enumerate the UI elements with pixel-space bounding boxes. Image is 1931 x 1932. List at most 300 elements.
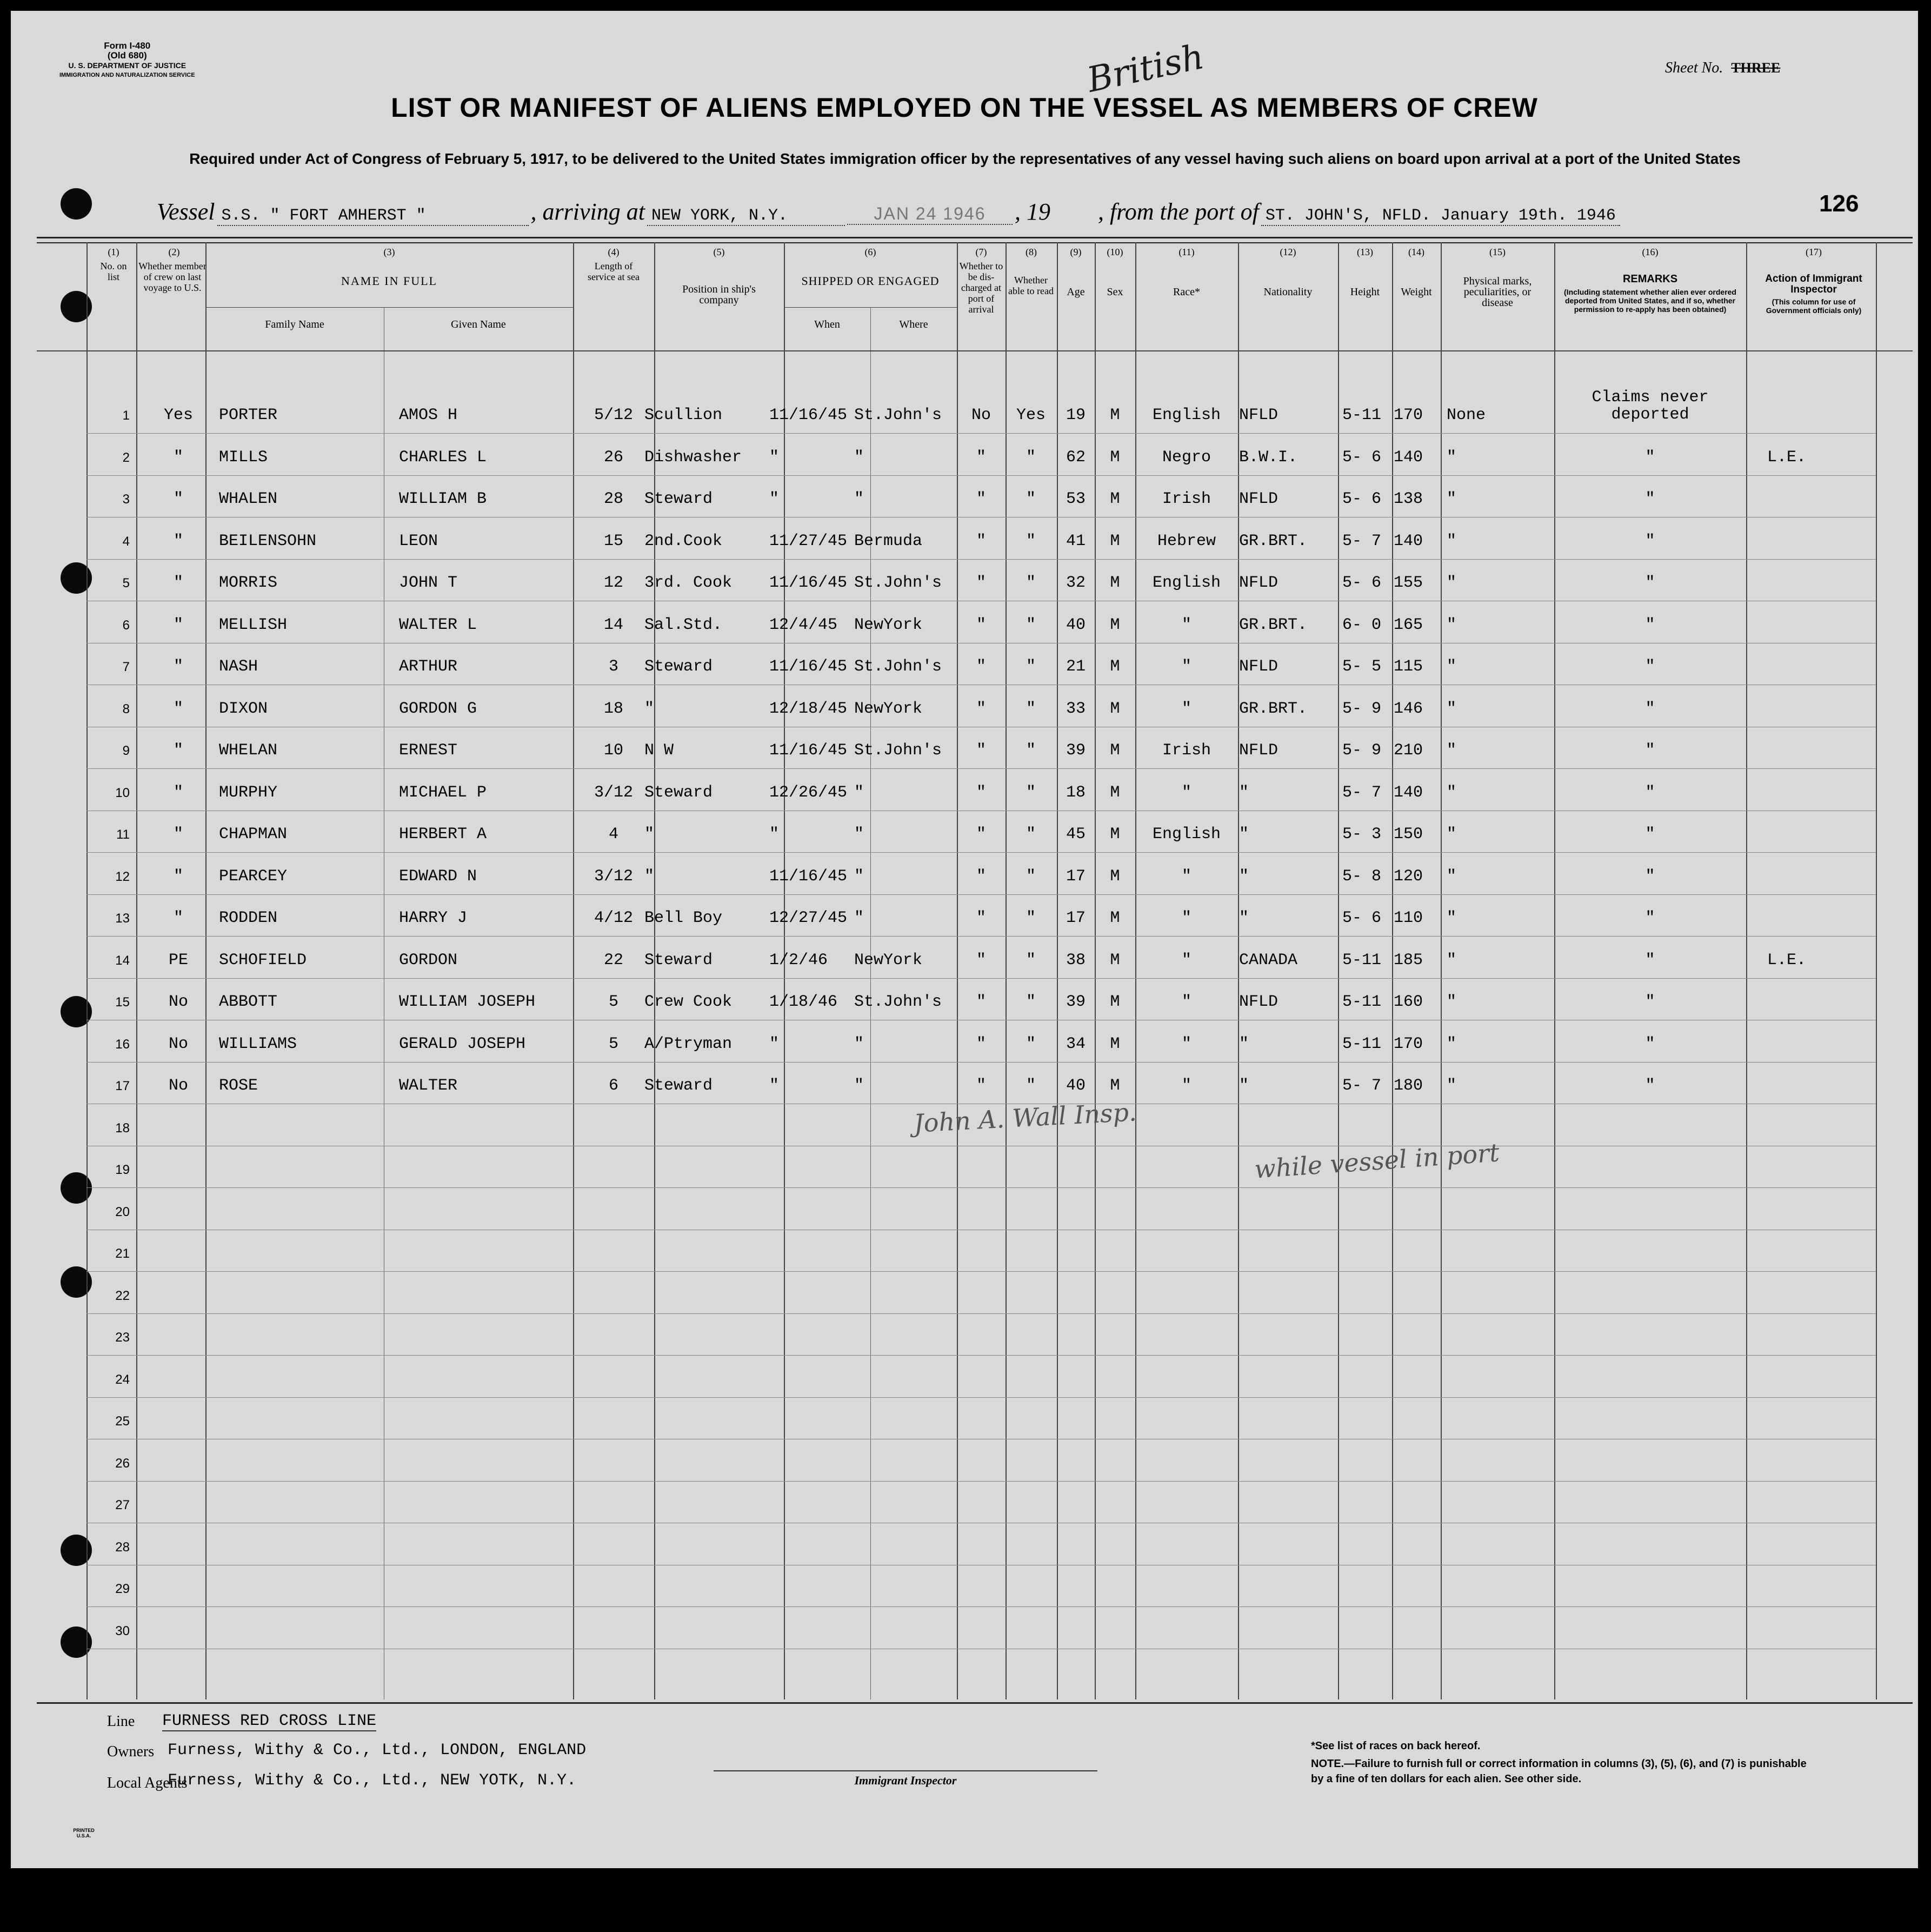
cell-family: PEARCEY	[219, 867, 288, 886]
cell-where: "	[854, 448, 864, 467]
cell-position: Steward	[644, 658, 713, 676]
col-4-number: (4)	[608, 247, 620, 257]
cell-nationality: "	[1239, 1077, 1249, 1095]
row-rule	[86, 1397, 1876, 1398]
cell-marks: "	[1447, 825, 1457, 844]
cell-position: N W	[644, 741, 674, 760]
sheet-number-value: THREE	[1731, 60, 1781, 76]
cell-discharge: "	[976, 783, 986, 802]
form-title: LIST OR MANIFEST OF ALIENS EMPLOYED ON THE VESSEL AS MEMBERS OF CREW	[391, 92, 1538, 123]
cell-race: "	[1181, 783, 1191, 802]
cell-read: "	[1026, 783, 1036, 802]
cell-family: ROSE	[219, 1077, 258, 1095]
cell-service: 15	[603, 532, 623, 550]
col-11-number: (11)	[1178, 247, 1195, 257]
cell-sex: M	[1110, 825, 1120, 844]
cell-marks: "	[1447, 490, 1457, 508]
cell-when: "	[769, 1077, 780, 1095]
shipped-when-heading: When	[814, 318, 840, 330]
row-number: 27	[115, 1498, 130, 1512]
cell-service: 28	[603, 490, 623, 508]
row-number: 29	[115, 1582, 130, 1596]
owners-value: Furness, Withy & Co., Ltd., LONDON, ENGLAND	[168, 1741, 587, 1760]
row-number: 18	[115, 1120, 130, 1136]
cell-weight: 146	[1394, 699, 1423, 718]
form-identifier	[59, 41, 195, 80]
cell-family: WILLIAMS	[219, 1034, 297, 1053]
cell-where: "	[854, 1077, 864, 1095]
cell-service: 14	[603, 615, 623, 634]
cell-family: CHAPMAN	[219, 825, 288, 844]
cell-family: PORTER	[219, 406, 278, 424]
cell-race: "	[1181, 909, 1191, 927]
given-name-heading: Given Name	[451, 318, 506, 330]
cell-weight: 170	[1394, 1034, 1423, 1053]
row-number: 4	[122, 534, 130, 549]
cell-discharge: "	[976, 574, 986, 592]
cell-when: "	[769, 825, 780, 844]
cell-marks: "	[1447, 741, 1457, 760]
cell-family: BEILENSOHN	[219, 532, 317, 550]
cell-service: 5	[608, 993, 618, 1011]
cell-position: Bell Boy	[644, 909, 723, 927]
cell-given: WILLIAM B	[399, 490, 487, 508]
cell-when: "	[769, 490, 780, 508]
cell-height: 5- 6	[1342, 448, 1382, 467]
cell-read: "	[1026, 909, 1036, 927]
cell-remarks: "	[1645, 658, 1655, 676]
cell-discharge: "	[976, 909, 986, 927]
col-16-heading: REMARKS	[1622, 273, 1678, 285]
cell-remarks: "	[1645, 490, 1655, 508]
header-bottom-rule	[37, 350, 1913, 351]
row-number: 6	[122, 618, 130, 633]
cell-where: NewYork	[854, 951, 923, 970]
cell-sex: M	[1110, 406, 1120, 424]
handwritten-british: British	[1083, 37, 1208, 101]
cell-marks: "	[1447, 951, 1457, 970]
cell-where: St.John's	[854, 406, 942, 424]
col-9-number: (9)	[1070, 247, 1082, 257]
cell-remarks: "	[1645, 909, 1655, 927]
cell-action: L.E.	[1767, 448, 1806, 467]
cell-age: 32	[1066, 574, 1086, 592]
cell-sex: M	[1110, 532, 1120, 550]
row-number: 2	[122, 450, 130, 465]
cell-marks: "	[1447, 615, 1457, 634]
cell-when: 11/16/45	[769, 574, 848, 592]
cell-age: 40	[1066, 615, 1086, 634]
cell-height: 5- 9	[1342, 699, 1382, 718]
cell-marks: None	[1447, 406, 1486, 424]
line-label: Line	[107, 1713, 135, 1730]
cell-when: 11/27/45	[769, 532, 848, 550]
cell-where: "	[854, 867, 864, 886]
cell-nationality: GR.BRT.	[1239, 615, 1308, 634]
cell-remarks: "	[1645, 1034, 1655, 1053]
col-9-heading: Age	[1067, 286, 1085, 298]
cell-read: "	[1026, 448, 1036, 467]
row-number: 28	[115, 1539, 130, 1555]
cell-prev: "	[173, 867, 183, 886]
cell-sex: M	[1110, 1034, 1120, 1053]
col-13-number: (13)	[1357, 247, 1373, 257]
cell-discharge: "	[976, 993, 986, 1011]
cell-given: AMOS H	[399, 406, 458, 424]
cell-family: SCHOFIELD	[219, 951, 307, 970]
cell-weight: 150	[1394, 825, 1423, 844]
cell-where: St.John's	[854, 658, 942, 676]
cell-race: "	[1181, 615, 1191, 634]
cell-weight: 210	[1394, 741, 1423, 760]
row-number: 10	[115, 785, 130, 800]
cell-weight: 155	[1394, 574, 1423, 592]
arrival-date	[847, 204, 1013, 225]
cell-service: 26	[603, 448, 623, 467]
cell-position: "	[644, 867, 655, 886]
cell-marks: "	[1447, 1077, 1457, 1095]
cell-nationality: NFLD	[1239, 741, 1279, 760]
cell-position: 2nd.Cook	[644, 532, 723, 550]
cell-weight: 140	[1394, 783, 1423, 802]
row-number: 16	[115, 1037, 130, 1052]
cell-race: "	[1181, 658, 1191, 676]
cell-nationality: GR.BRT.	[1239, 699, 1308, 718]
cell-prev: PE	[168, 951, 188, 970]
cell-race: Hebrew	[1157, 532, 1216, 550]
cell-age: 19	[1066, 406, 1086, 424]
row-number: 19	[115, 1163, 130, 1177]
cell-read: "	[1026, 574, 1036, 592]
cell-sex: M	[1110, 699, 1120, 718]
row-rule	[86, 1062, 1876, 1063]
col-12-number: (12)	[1280, 247, 1296, 257]
row-number: 30	[115, 1623, 130, 1638]
form-number: Form I-480	[104, 41, 151, 51]
col-3-heading: NAME IN FULL	[341, 274, 437, 288]
cell-read: "	[1026, 1034, 1036, 1053]
row-number: 7	[122, 660, 130, 674]
cell-height: 5- 6	[1342, 490, 1382, 508]
cell-age: 62	[1066, 448, 1086, 467]
cell-weight: 140	[1394, 448, 1423, 467]
col-15-number: (15)	[1489, 247, 1506, 257]
cell-when: 11/16/45	[769, 741, 848, 760]
cell-sex: M	[1110, 574, 1120, 592]
cell-when: "	[769, 1034, 780, 1053]
cell-race: Negro	[1162, 448, 1211, 467]
cell-service: 5	[608, 1034, 618, 1053]
row-rule	[86, 559, 1876, 560]
cell-family: DIXON	[219, 699, 268, 718]
col-17-heading: Action of Immigrant Inspector	[1765, 273, 1862, 295]
row-number: 20	[115, 1204, 130, 1219]
cell-weight: 138	[1394, 490, 1423, 508]
races-note: *See list of races on back hereof.	[1311, 1740, 1481, 1752]
sheet-number-label: Sheet No.	[1665, 59, 1723, 76]
col-15-heading: Physical marks, peculiarities, or disease	[1463, 275, 1532, 309]
inspector-label: Immigrant Inspector	[854, 1774, 957, 1787]
cell-prev: "	[173, 490, 183, 508]
cell-marks: "	[1447, 993, 1457, 1011]
cell-nationality: CANADA	[1239, 951, 1298, 970]
table-top-rule	[37, 237, 1913, 238]
cell-when: 11/16/45	[769, 406, 848, 424]
cell-sex: M	[1110, 783, 1120, 802]
vessel-line	[157, 198, 1620, 226]
cell-nationality: "	[1239, 1034, 1249, 1053]
col-8-heading: Whether able to read	[1008, 275, 1054, 296]
row-rule	[86, 1481, 1876, 1482]
cell-marks: "	[1447, 574, 1457, 592]
cell-sex: M	[1110, 993, 1120, 1011]
cell-position: Sal.Std.	[644, 615, 723, 634]
col-6-heading: SHIPPED OR ENGAGED	[801, 274, 940, 288]
cell-age: 21	[1066, 658, 1086, 676]
cell-prev: No	[168, 993, 188, 1011]
local-agents-value: Furness, Withy & Co., Ltd., NEW YOTK, N.Y.	[168, 1771, 577, 1790]
cell-prev: Yes	[163, 406, 193, 424]
row-rule	[86, 1313, 1876, 1314]
cell-read: "	[1026, 993, 1036, 1011]
cell-remarks: "	[1645, 783, 1655, 802]
cell-weight: 120	[1394, 867, 1423, 886]
cell-given: ERNEST	[399, 741, 458, 760]
cell-position: 3rd. Cook	[644, 574, 733, 592]
row-number: 3	[122, 492, 130, 507]
cell-race: "	[1181, 1034, 1191, 1053]
cell-height: 5- 7	[1342, 783, 1382, 802]
cell-family: WHELAN	[219, 741, 278, 760]
col-16-subheading: (Including statement whether alien ever ordered deported from United States, and if so, whether permission to re-apply has been obtained)	[1564, 288, 1736, 314]
cell-read: "	[1026, 699, 1036, 718]
cell-race: English	[1152, 574, 1221, 592]
cell-given: HARRY J	[399, 909, 468, 927]
arriving-port: NEW YORK, N.Y.	[647, 207, 845, 226]
row-number: 21	[115, 1246, 130, 1261]
col-14-heading: Weight	[1401, 286, 1432, 298]
cell-position: "	[644, 699, 655, 718]
row-rule	[86, 768, 1876, 769]
cell-age: 53	[1066, 490, 1086, 508]
cell-given: WILLIAM JOSEPH	[399, 993, 536, 1011]
row-number: 26	[115, 1456, 130, 1471]
manifest-sheet	[11, 11, 1918, 1868]
cell-race: English	[1152, 406, 1221, 424]
cell-sex: M	[1110, 867, 1120, 886]
cell-service: 6	[608, 1077, 618, 1095]
cell-read: "	[1026, 867, 1036, 886]
column-rule	[1876, 242, 1877, 1699]
cell-race: "	[1181, 867, 1191, 886]
cell-given: WALTER L	[399, 615, 477, 634]
cell-given: GORDON	[399, 951, 458, 970]
page-number: 126	[1819, 190, 1859, 217]
row-rule	[86, 852, 1876, 853]
cell-weight: 115	[1394, 658, 1423, 676]
cell-height: 5- 6	[1342, 909, 1382, 927]
table-top-rule	[37, 242, 1913, 243]
cell-height: 5- 7	[1342, 1077, 1382, 1095]
cell-discharge: "	[976, 951, 986, 970]
cell-given: HERBERT A	[399, 825, 487, 844]
cell-family: ABBOTT	[219, 993, 278, 1011]
cell-service: 18	[603, 699, 623, 718]
cell-height: 5-11	[1342, 1034, 1382, 1053]
cell-where: St.John's	[854, 993, 942, 1011]
row-rule	[86, 1271, 1876, 1272]
cell-discharge: "	[976, 490, 986, 508]
cell-where: "	[854, 490, 864, 508]
subheader-rule	[205, 307, 573, 308]
cell-discharge: "	[976, 867, 986, 886]
cell-remarks: "	[1645, 825, 1655, 844]
cell-height: 5- 6	[1342, 574, 1382, 592]
cell-discharge: "	[976, 658, 986, 676]
col-7-heading: Whether to be dis-charged at port of arrival	[959, 261, 1003, 315]
cell-race: "	[1181, 1077, 1191, 1095]
cell-discharge: "	[976, 615, 986, 634]
cell-remarks: "	[1645, 867, 1655, 886]
cell-weight: 160	[1394, 993, 1423, 1011]
col-10-heading: Sex	[1107, 286, 1123, 298]
cell-sex: M	[1110, 615, 1120, 634]
cell-race: Irish	[1162, 741, 1211, 760]
cell-height: 5- 7	[1342, 532, 1382, 550]
cell-given: ARTHUR	[399, 658, 458, 676]
cell-sex: M	[1110, 909, 1120, 927]
cell-marks: "	[1447, 783, 1457, 802]
cell-height: 5- 8	[1342, 867, 1382, 886]
cell-read: "	[1026, 741, 1036, 760]
cell-remarks: "	[1645, 741, 1655, 760]
col-1-heading: No. on list	[100, 261, 127, 282]
printer-mark: PRINTED U.S.A.	[73, 1828, 95, 1838]
family-name-heading: Family Name	[265, 318, 324, 330]
cell-sex: M	[1110, 1077, 1120, 1095]
form-subtitle: Required under Act of Congress of February 5, 1917, to be delivered to the United States immigration officer by the representatives of any vessel having such aliens on board upon arrival at a port of the United States	[189, 150, 1741, 167]
row-rule	[86, 475, 1876, 476]
cell-service: 4/12	[594, 909, 633, 927]
cell-age: 39	[1066, 741, 1086, 760]
cell-where: NewYork	[854, 699, 923, 718]
cell-nationality: B.W.I.	[1239, 448, 1298, 467]
cell-service: 4	[608, 825, 618, 844]
cell-marks: "	[1447, 699, 1457, 718]
row-number: 13	[115, 911, 130, 926]
cell-when: 12/26/45	[769, 783, 848, 802]
cell-prev: "	[173, 741, 183, 760]
punch-hole	[61, 188, 92, 220]
cell-where: St.John's	[854, 574, 942, 592]
cell-nationality: NFLD	[1239, 574, 1279, 592]
col-11-heading: Race*	[1173, 286, 1200, 298]
row-number: 15	[115, 995, 130, 1010]
row-rule	[86, 978, 1876, 979]
vessel-label: Vessel	[157, 198, 215, 225]
cell-height: 5- 3	[1342, 825, 1382, 844]
cell-prev: "	[173, 658, 183, 676]
cell-marks: "	[1447, 867, 1457, 886]
cell-nationality: NFLD	[1239, 658, 1279, 676]
cell-read: "	[1026, 951, 1036, 970]
cell-service: 5/12	[594, 406, 633, 424]
cell-remarks: "	[1645, 532, 1655, 550]
cell-remarks: "	[1645, 1077, 1655, 1095]
col-12-heading: Nationality	[1263, 286, 1313, 298]
cell-sex: M	[1110, 741, 1120, 760]
owners-label: Owners	[107, 1743, 155, 1760]
cell-discharge: "	[976, 1034, 986, 1053]
cell-position: Steward	[644, 951, 713, 970]
cell-discharge: "	[976, 825, 986, 844]
col-13-heading: Height	[1350, 286, 1380, 298]
cell-race: "	[1181, 993, 1191, 1011]
row-number: 23	[115, 1330, 130, 1345]
cell-discharge: "	[976, 448, 986, 467]
cell-when: 11/16/45	[769, 658, 848, 676]
row-number: 17	[115, 1079, 130, 1093]
cell-given: GERALD JOSEPH	[399, 1034, 526, 1053]
row-rule	[86, 433, 1876, 434]
row-number: 24	[115, 1372, 130, 1387]
cell-sex: M	[1110, 490, 1120, 508]
cell-discharge: No	[971, 406, 991, 424]
cell-sex: M	[1110, 658, 1120, 676]
cell-race: "	[1181, 951, 1191, 970]
cell-weight: 170	[1394, 406, 1423, 424]
table-bottom-rule	[37, 1702, 1913, 1704]
col-16-number: (16)	[1642, 247, 1659, 257]
cell-position: Scullion	[644, 406, 723, 424]
arriving-label: , arriving at	[530, 198, 645, 225]
cell-age: 34	[1066, 1034, 1086, 1053]
cell-discharge: "	[976, 532, 986, 550]
col-1-number: (1)	[108, 247, 119, 257]
cell-race: "	[1181, 699, 1191, 718]
cell-read: "	[1026, 1077, 1036, 1095]
cell-position: A/Ptryman	[644, 1034, 733, 1053]
row-rule	[86, 1606, 1876, 1607]
row-number: 1	[122, 408, 130, 423]
cell-prev: "	[173, 615, 183, 634]
cell-age: 39	[1066, 993, 1086, 1011]
cell-when: 12/4/45	[769, 615, 838, 634]
cell-height: 5-11	[1342, 406, 1382, 424]
col-17-number: (17)	[1806, 247, 1822, 257]
cell-remarks: "	[1645, 574, 1655, 592]
cell-prev: No	[168, 1077, 188, 1095]
cell-nationality: "	[1239, 825, 1249, 844]
cell-weight: 185	[1394, 951, 1423, 970]
cell-prev: "	[173, 448, 183, 467]
col-2-number: (2)	[168, 247, 180, 257]
row-number: 9	[122, 743, 130, 758]
cell-given: GORDON G	[399, 699, 477, 718]
cell-age: 41	[1066, 532, 1086, 550]
cell-service: 10	[603, 741, 623, 760]
shipped-where-heading: Where	[899, 318, 928, 330]
cell-height: 5- 9	[1342, 741, 1382, 760]
row-number: 12	[115, 869, 130, 884]
cell-read: "	[1026, 825, 1036, 844]
cell-service: 3/12	[594, 867, 633, 886]
row-rule	[86, 936, 1876, 937]
cell-marks: "	[1447, 448, 1457, 467]
cell-weight: 180	[1394, 1077, 1423, 1095]
cell-prev: "	[173, 699, 183, 718]
cell-family: NASH	[219, 658, 258, 676]
